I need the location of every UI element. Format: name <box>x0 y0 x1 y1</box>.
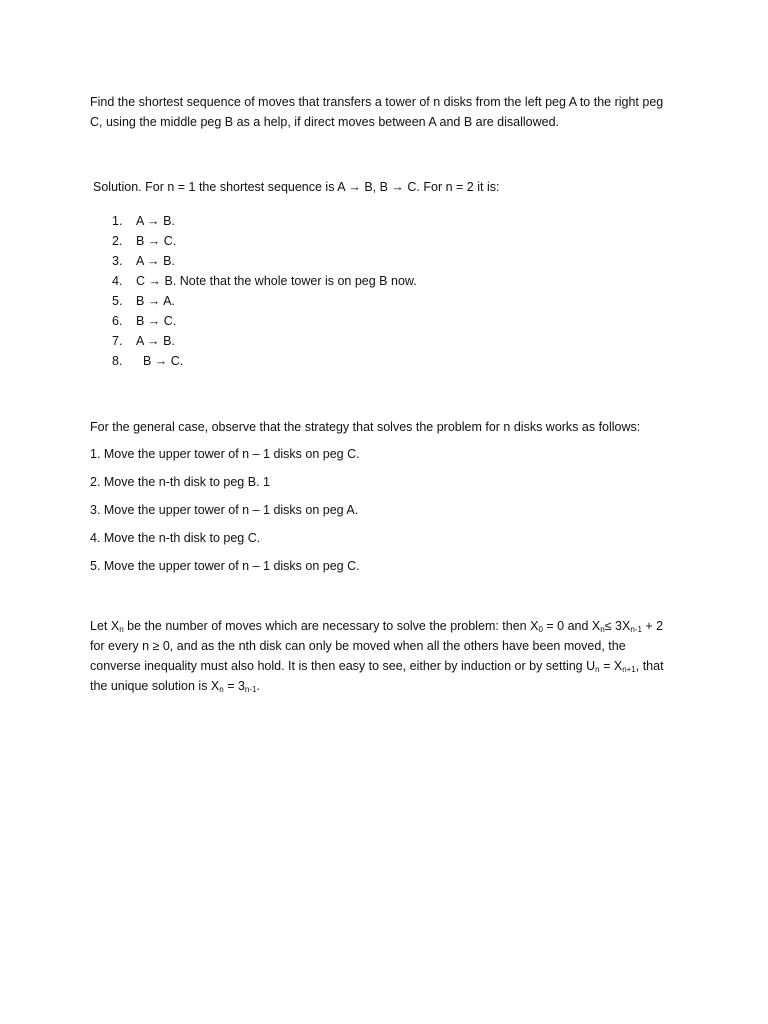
list-item: 4. Move the n-th disk to peg C. <box>90 531 261 545</box>
list-item <box>112 331 175 351</box>
list-item <box>112 231 176 251</box>
list-text: B → C. <box>136 234 177 248</box>
problem-line-2: C, using the middle peg B as a help, if direct moves between A and B are disallowed. <box>90 115 560 129</box>
problem-line-1: Find the shortest sequence of moves that transfers a tower of n disks from the left peg A to the right peg <box>90 95 664 109</box>
list-number: 8. <box>112 354 123 368</box>
list-text: B → C. <box>136 354 184 368</box>
list-item: 2. Move the n-th disk to peg B. 1 <box>90 475 270 489</box>
list-number: 3. <box>112 254 123 268</box>
subscript: n <box>600 625 605 634</box>
text-run: = 3 <box>223 679 245 693</box>
text-run: = 0 and X <box>542 619 601 633</box>
conclusion-line-4 <box>90 676 260 696</box>
list-item <box>112 271 417 291</box>
text-run: converse inequality must also hold. It is then easy to see, either by induction or by setting U <box>90 659 596 673</box>
list-number: 7. <box>112 334 123 348</box>
solution-intro: Solution. For n = 1 the shortest sequence is A → B, B → C. For n = 2 it is: <box>93 180 500 194</box>
text-run: . <box>256 679 260 693</box>
list-text: A → B. <box>136 334 175 348</box>
text-run: Let X <box>90 619 120 633</box>
conclusion-line-3 <box>90 656 664 676</box>
list-item <box>112 211 175 231</box>
subscript: n-1 <box>244 685 257 694</box>
list-number: 6. <box>112 314 123 328</box>
subscript: n+1 <box>622 665 636 674</box>
list-number: 2. <box>112 234 123 248</box>
list-item: 3. Move the upper tower of n – 1 disks on peg A. <box>90 503 359 517</box>
conclusion-line-2: for every n ≥ 0, and as the nth disk can only be moved when all the others have been moved, the <box>90 639 626 653</box>
subscript: n <box>119 625 124 634</box>
list-item <box>112 251 175 271</box>
list-text: C → B. Note that the whole tower is on peg B now. <box>136 274 417 288</box>
list-text: B → C. <box>136 314 177 328</box>
general-intro: For the general case, observe that the strategy that solves the problem for n disks works as follows: <box>90 420 641 434</box>
text-run: the unique solution is X <box>90 679 220 693</box>
subscript: n-1 <box>630 625 642 634</box>
subscript: n <box>219 685 224 694</box>
text-run: ≤ 3X <box>604 619 631 633</box>
list-text: A → B. <box>136 254 175 268</box>
subscript: n <box>595 665 600 674</box>
list-item <box>112 291 175 311</box>
list-item: 5. Move the upper tower of n – 1 disks on peg C. <box>90 559 360 573</box>
text-run: + 2 <box>641 619 664 633</box>
list-number: 1. <box>112 214 123 228</box>
subscript: 0 <box>538 625 543 634</box>
conclusion-line-1 <box>90 616 663 636</box>
list-item <box>112 351 183 371</box>
text-run: be the number of moves which are necessary to solve the problem: then X <box>123 619 539 633</box>
list-number: 4. <box>112 274 123 288</box>
text-run: , that <box>635 659 664 673</box>
list-number: 5. <box>112 294 123 308</box>
list-text: A → B. <box>136 214 175 228</box>
list-text: B → A. <box>136 294 175 308</box>
text-run: = X <box>599 659 623 673</box>
list-item: 1. Move the upper tower of n – 1 disks on peg C. <box>90 447 360 461</box>
list-item <box>112 311 176 331</box>
